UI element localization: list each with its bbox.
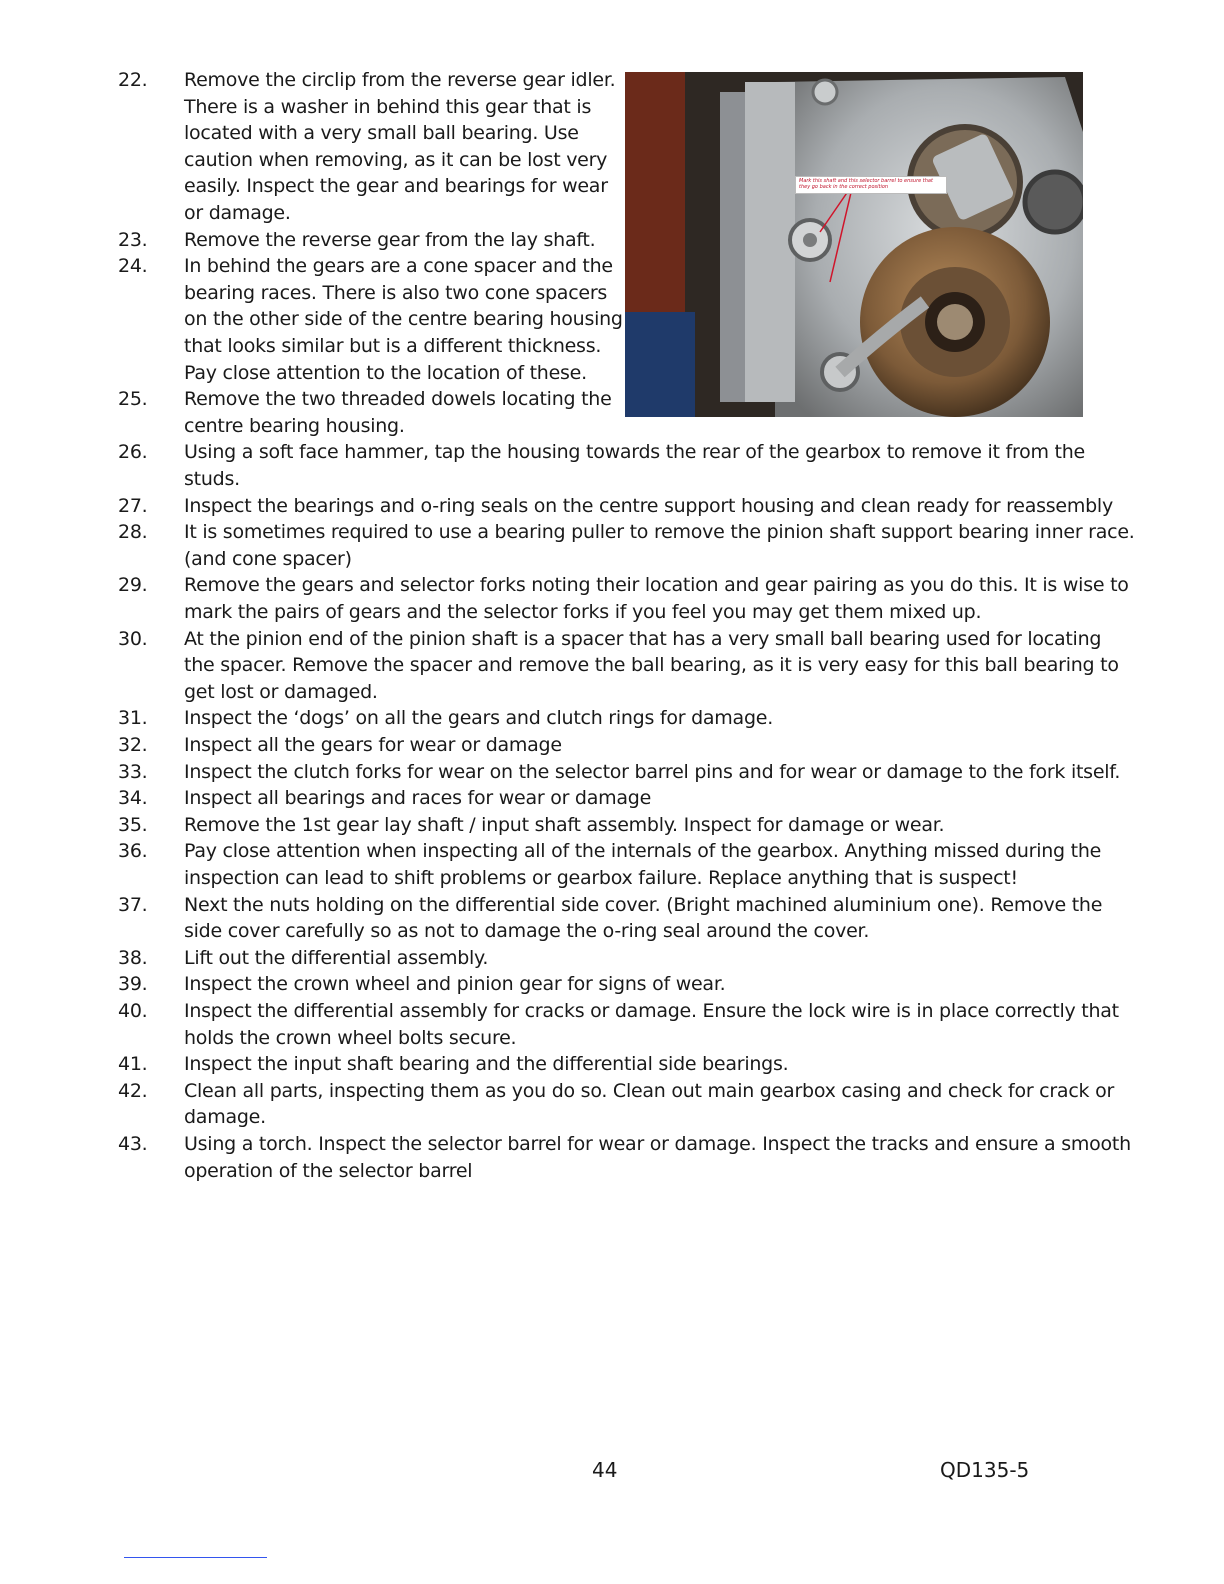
step-number: 33. (118, 760, 148, 783)
step-text-line: mark the pairs of gears and the selector forks if you feel you may get them mixed up. (184, 600, 982, 623)
step-text-line: holds the crown wheel bolts secure. (184, 1026, 517, 1049)
step-text-line: caution when removing, as it can be lost very (184, 148, 608, 171)
step-number: 34. (118, 787, 148, 810)
step-text-line: located with a very small ball bearing. Use (184, 122, 579, 145)
step-text-line: (and cone spacer) (184, 547, 352, 570)
step-text-line: get lost or damaged. (184, 680, 378, 703)
step-text-line: Pay close attention to the location of these. (184, 361, 587, 384)
step-number: 28. (118, 521, 148, 544)
step-text-line: operation of the selector barrel (184, 1159, 473, 1182)
step-number: 27. (118, 494, 148, 517)
step-text-line: Inspect the bearings and o-ring seals on the centre support housing and clean ready for reassembly (184, 494, 1113, 517)
step-text-line: that looks similar but is a different thickness. (184, 334, 602, 357)
step-text-line: or damage. (184, 202, 291, 224)
step-number: 26. (118, 441, 148, 464)
step-text-line: Pay close attention when inspecting all of the internals of the gearbox. Anything missed during the (184, 840, 1102, 863)
footnote-separator (124, 1557, 267, 1558)
step-text-line: Inspect all bearings and races for wear or damage (184, 787, 652, 810)
step-text-line: Inspect the differential assembly for cracks or damage. Ensure the lock wire is in place correctly that (184, 1000, 1119, 1022)
step-text-line: damage. (184, 1106, 266, 1129)
step-number: 37. (118, 893, 148, 916)
step-text-line: At the pinion end of the pinion shaft is a spacer that has a very small ball bearing used for locating (184, 627, 1102, 650)
document-code: QD135-5 (940, 1458, 1030, 1482)
gearbox-illustration (625, 72, 1083, 417)
step-text-line: Inspect the clutch forks for wear on the selector barrel pins and for wear or damage to the fork itself. (184, 760, 1121, 783)
step-number: 22. (118, 69, 148, 91)
step-number: 36. (118, 840, 148, 863)
step-number: 39. (118, 973, 148, 996)
step-text-line: It is sometimes required to use a bearing puller to remove the pinion shaft support bearing inner race. (184, 521, 1135, 544)
step-number: 25. (118, 388, 148, 411)
photo-callout (795, 176, 947, 194)
step-text-line: the spacer. Remove the spacer and remove the ball bearing, as it is very easy for this ball bearing to (184, 654, 1119, 677)
step-number: 23. (118, 228, 148, 251)
step-text-line: Remove the reverse gear from the lay shaft. (184, 228, 596, 251)
step-text-line: Inspect the crown wheel and pinion gear for signs of wear. (184, 973, 726, 996)
step-text-line: bearing races. There is also two cone spacers (184, 281, 608, 304)
step-number: 30. (118, 627, 148, 650)
step-text-line: In behind the gears are a cone spacer and the (184, 255, 613, 278)
step-text-line: Clean all parts, inspecting them as you do so. Clean out main gearbox casing and check for crack or (184, 1079, 1114, 1102)
step-text-line: side cover carefully so as not to damage the o-ring seal around the cover. (184, 920, 870, 943)
step-number: 42. (118, 1079, 148, 1102)
step-text-line: Remove the gears and selector forks noting their location and gear pairing as you do this. It is wise to (184, 574, 1129, 597)
step-text-line: Inspect all the gears for wear or damage (184, 734, 562, 756)
step-number: 40. (118, 1000, 148, 1022)
step-number: 38. (118, 946, 148, 969)
step-text-line: Inspect the ‘dogs’ on all the gears and clutch rings for damage. (184, 707, 773, 730)
step-text-line: Inspect the input shaft bearing and the differential side bearings. (184, 1053, 789, 1076)
step-number: 35. (118, 813, 148, 836)
step-number: 31. (118, 707, 148, 730)
step-text-line: Using a torch. Inspect the selector barrel for wear or damage. Inspect the tracks and ensure a smooth (184, 1133, 1131, 1155)
step-number: 43. (118, 1133, 148, 1155)
step-number: 32. (118, 734, 148, 756)
step-text-line: easily. Inspect the gear and bearings for wear (184, 175, 608, 198)
step-number: 29. (118, 574, 148, 597)
step-text-line: Lift out the differential assembly. (184, 946, 489, 969)
step-number: 41. (118, 1053, 148, 1076)
step-text-line: on the other side of the centre bearing housing (184, 308, 623, 331)
step-text-line: Next the nuts holding on the differential side cover. (Bright machined aluminium one). Remove the (184, 893, 1103, 916)
gearbox-photo (625, 72, 1083, 417)
photo-callout-text: Mark this shaft and this selector barrel to ensure that they go back in the correct position (799, 178, 933, 190)
step-text-line: Remove the 1st gear lay shaft / input shaft assembly. Inspect for damage or wear. (184, 813, 945, 836)
step-text-line: There is a washer in behind this gear that is (184, 95, 592, 118)
step-text-line: Using a soft face hammer, tap the housing towards the rear of the gearbox to remove it from the (184, 441, 1085, 464)
step-number: 24. (118, 255, 148, 278)
step-text-line: inspection can lead to shift problems or gearbox failure. Replace anything that is suspect! (184, 866, 1018, 889)
step-text-line: Remove the two threaded dowels locating the (184, 388, 612, 411)
step-text-line: centre bearing housing. (184, 414, 405, 437)
page-number: 44 (592, 1458, 618, 1482)
step-text-line: Remove the circlip from the reverse gear idler. (184, 69, 616, 91)
step-text-line: studs. (184, 467, 240, 490)
